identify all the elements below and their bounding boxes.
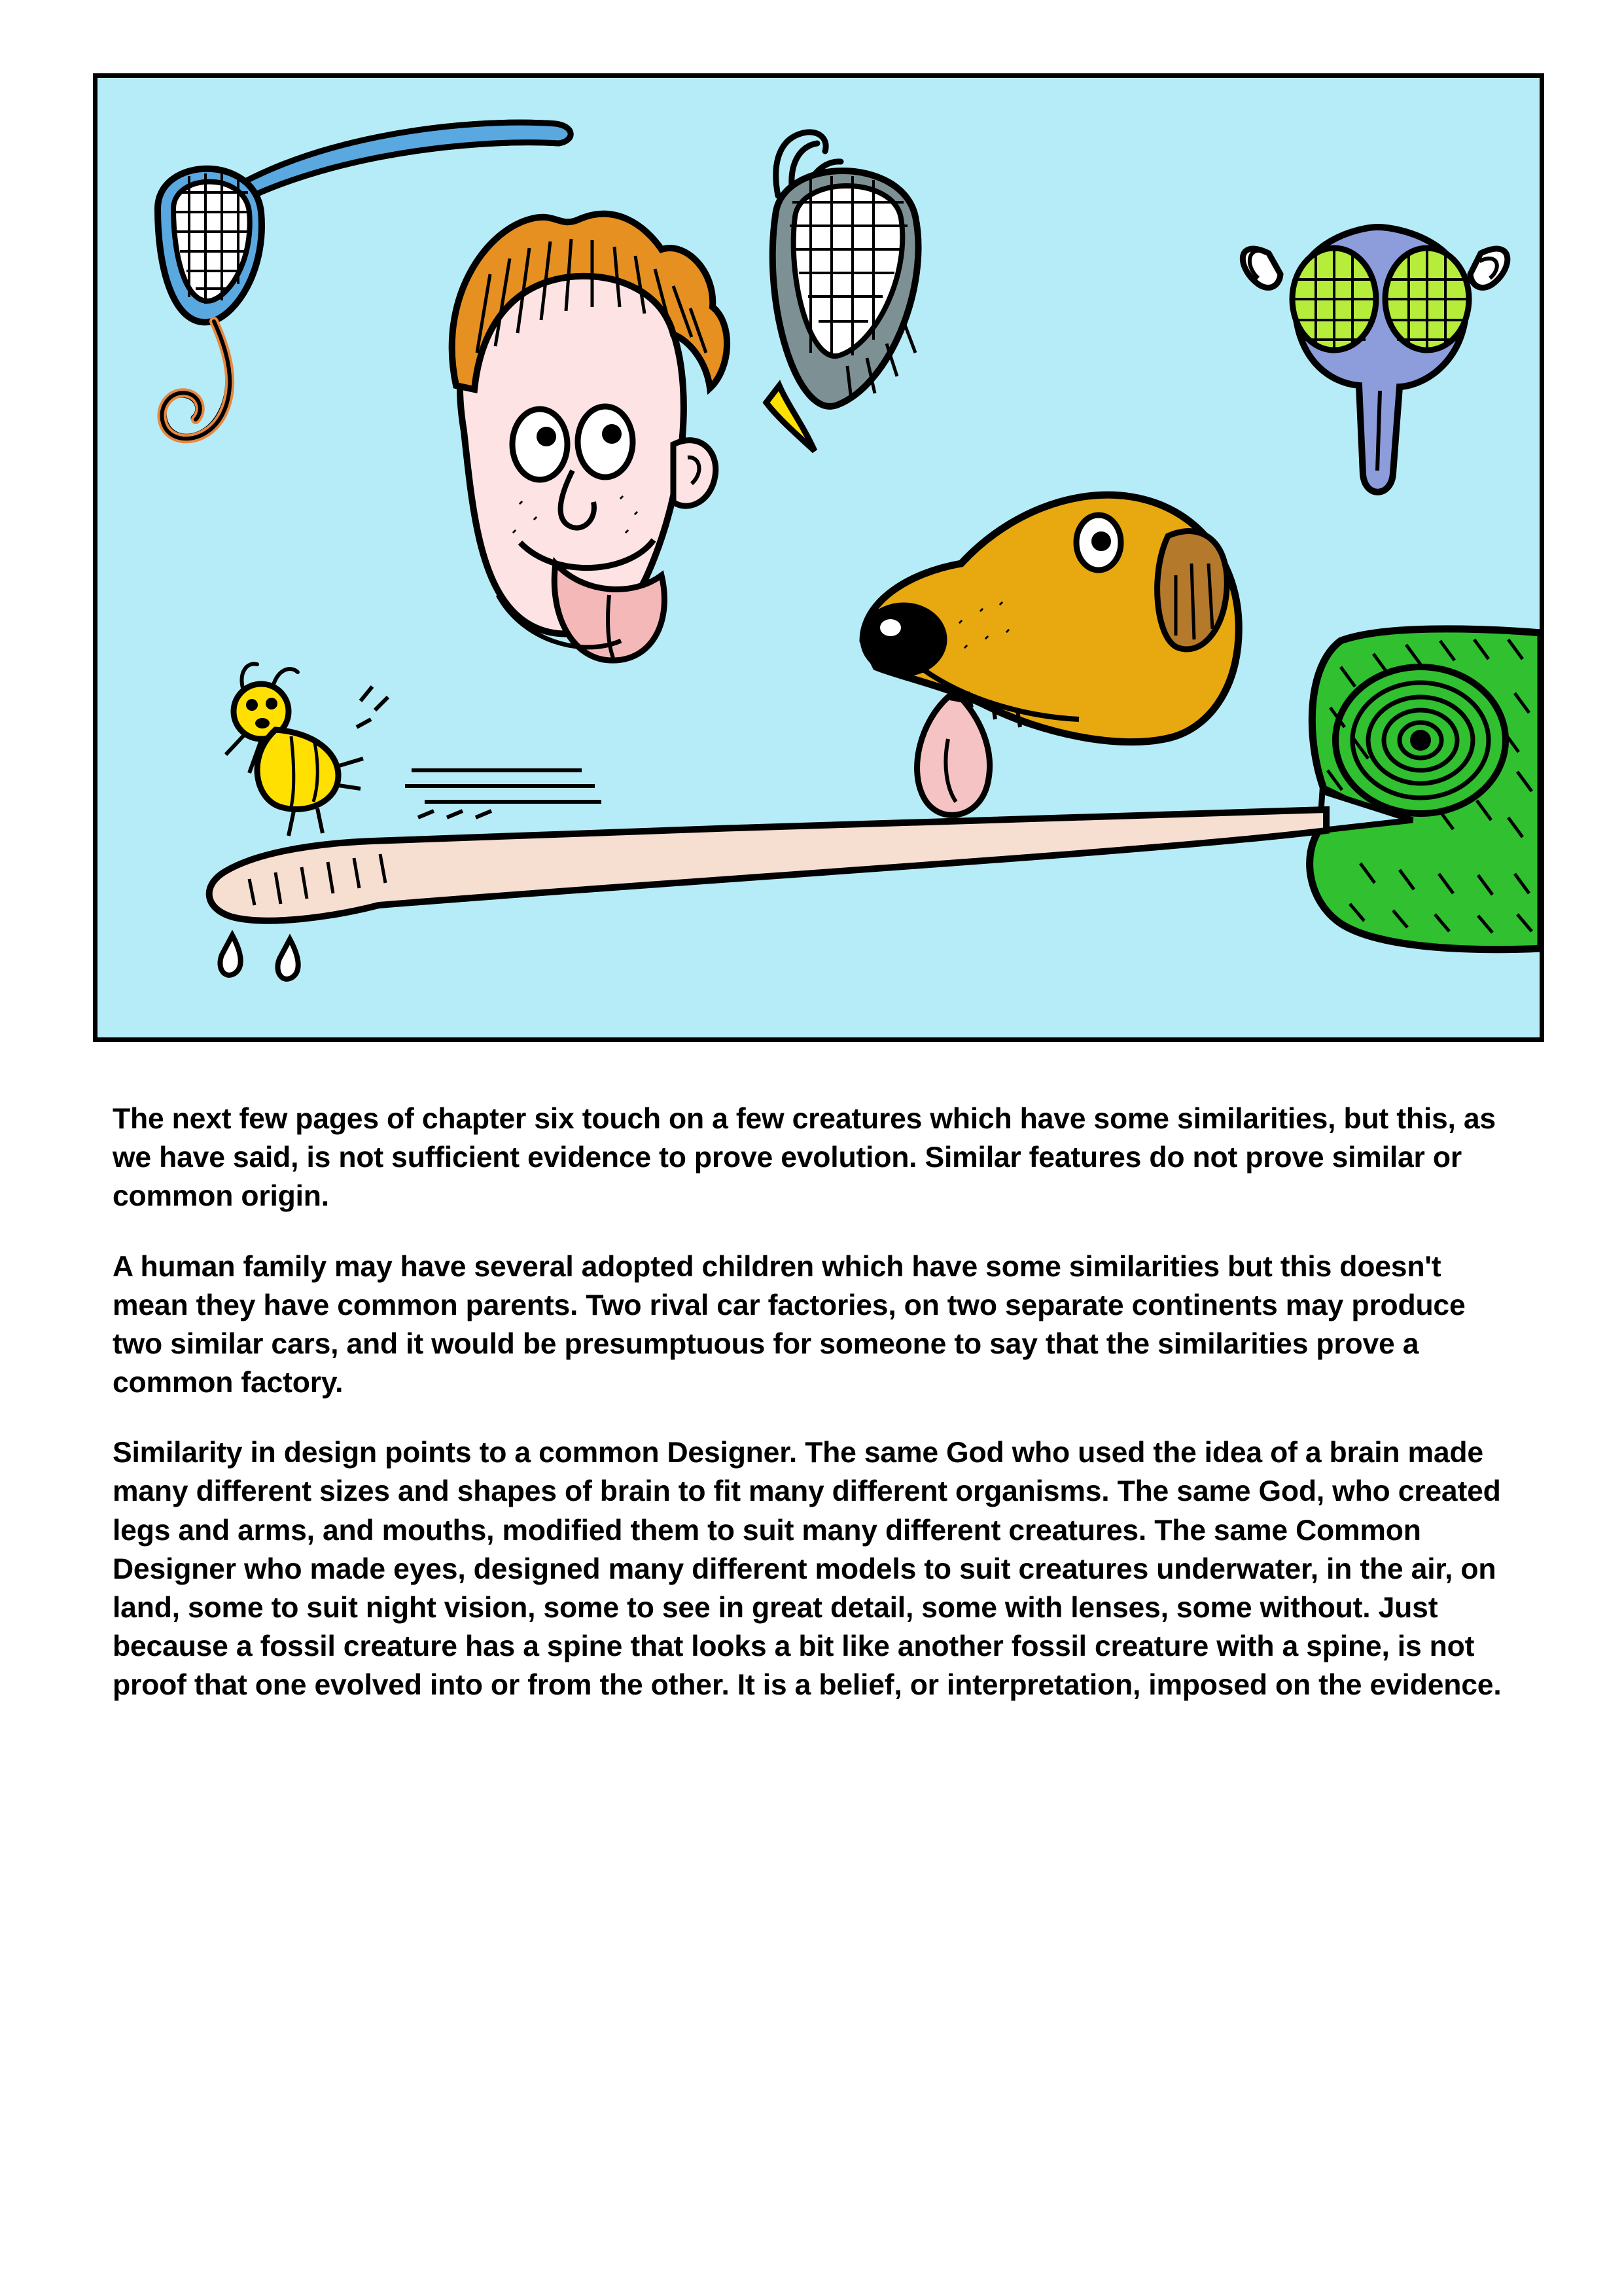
boy-face-icon bbox=[452, 214, 727, 660]
fly-icon bbox=[226, 664, 388, 836]
insect-compound-eye-grey-icon bbox=[766, 132, 918, 451]
paragraph-1: The next few pages of chapter six touch on a few creatures which have some similarities, but this, as we have said, is not sufficient evidence to prove evolution. Similar features do not prove similar or common origin. bbox=[113, 1103, 1496, 1213]
chameleon-head-icon bbox=[1310, 629, 1540, 950]
dog-head-icon bbox=[863, 495, 1239, 815]
cartoon-artwork bbox=[97, 78, 1540, 1037]
illustration-panel bbox=[93, 73, 1544, 1042]
body-text bbox=[113, 1100, 1516, 1704]
paragraph-2: A human family may have several adopted children which have some similarities but this doesn't mean they have common parents. Two rival car factories, on two separate continents may produce two similar cars, and it would be presumptuous for someone to say that the similarities prove a common factory. bbox=[113, 1250, 1466, 1399]
chameleon-tongue bbox=[209, 810, 1326, 921]
motion-lines-icon bbox=[405, 770, 601, 817]
paragraph-3: Similarity in design points to a common Designer. The same God who used the idea of a brain made many different sizes and shapes of brain to fit many different organisms. The same God, who created legs and arms, and mouths, modified them to suit many different creatures. The same Common Designer who made eyes, designed many different models to suit creatures underwater, in the air, on land, some to suit night vision, some to see in great detail, some with lenses, some without. Just because a fossil creature has a spine that looks a bit like another fossil creature with a spine, is not proof that one evolved into or from the other. It is a belief, or interpretation, imposed on the evidence. bbox=[113, 1437, 1502, 1702]
sweat-drops-icon bbox=[220, 935, 298, 979]
insect-compound-eye-purple-icon bbox=[1243, 227, 1507, 492]
